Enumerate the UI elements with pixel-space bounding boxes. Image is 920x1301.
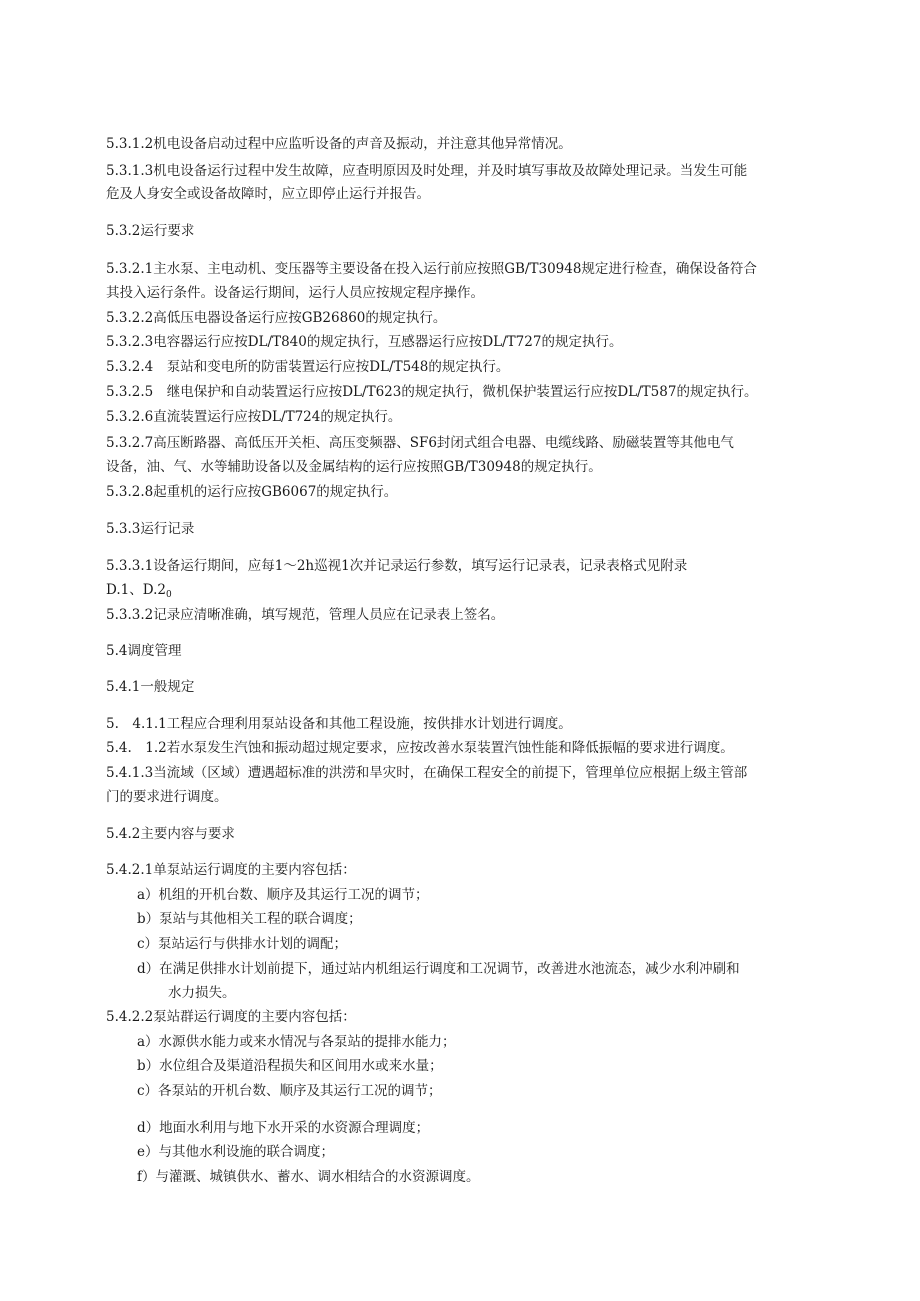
paragraph-5-4-1-2: 5.4. 1.2若水泵发生汽蚀和振动超过规定要求，应按改善水泵装置汽蚀性能和降低振幅的要求进行调度。	[106, 740, 734, 756]
paragraph-5-3-2-2: 5.3.2.2高低压电器设备运行应按GB26860的规定执行。	[106, 310, 447, 326]
paragraph-5-3-2-4: 5.3.2.4 泵站和变电所的防雷装置运行应按DL/T548的规定执行。	[106, 359, 510, 375]
subscript-zero: 0	[165, 590, 172, 600]
list-item-a: a）水源供水能力或来水情况与各泵站的提排水能力；	[137, 1034, 456, 1050]
paragraph-5-4-2-2: 5.4.2.2泵站群运行调度的主要内容包括：	[106, 1009, 356, 1025]
paragraph-5-4-1-3-line2: 门的要求进行调度。	[106, 789, 228, 805]
heading-5-3-3: 5.3.3运行记录	[106, 521, 195, 537]
paragraph-5-3-1-3-line2: 危及人身安全或设备故障时，应立即停止运行并报告。	[106, 186, 430, 202]
paragraph-5-3-2-3: 5.3.2.3电容器运行应按DL/T840的规定执行，互感器运行应按DL/T727的规定执行。	[106, 334, 623, 350]
paragraph-5-3-3-1-line2	[106, 579, 172, 601]
paragraph-5-4-1-3-line1: 5.4.1.3当流域（区域）遭遇超标准的洪涝和旱灾时，在确保工程安全的前提下，管理单位应根据上级主管部	[106, 765, 748, 781]
paragraph-5-3-2-6: 5.3.2.6直流装置运行应按DL/T724的规定执行。	[106, 409, 402, 425]
heading-5-3-2: 5.3.2运行要求	[106, 223, 195, 239]
paragraph-5-3-2-5: 5.3.2.5 继电保护和自动装置运行应按DL/T623的规定执行，微机保护装置运行应按DL/T587的规定执行。	[106, 384, 758, 400]
list-item-b: b）泵站与其他相关工程的联合调度；	[137, 911, 362, 927]
paragraph-5-3-3-1-line1: 5.3.3.1设备运行期间，应每1～2h巡视1次并记录运行参数，填写运行记录表，记录表格式见附录	[106, 558, 688, 574]
appendix-reference: D.1、D.2	[106, 582, 166, 598]
list-item-a: a）机组的开机台数、顺序及其运行工况的调节；	[137, 887, 429, 903]
paragraph-5-3-2-8: 5.3.2.8起重机的运行应按GB6067的规定执行。	[106, 484, 398, 500]
paragraph-5-3-2-7-line2: 设备，油、气、水等辅助设备以及金属结构的运行应按照GB/T30948的规定执行。	[106, 459, 602, 475]
paragraph-5-3-3-2: 5.3.3.2记录应清晰准确，填写规范，管理人员应在记录表上签名。	[106, 607, 505, 623]
paragraph-5-4-1-1: 5. 4.1.1工程应合理利用泵站设备和其他工程设施，按供排水计划进行调度。	[106, 716, 572, 732]
heading-5-4-2: 5.4.2主要内容与要求	[106, 826, 235, 842]
paragraph-5-4-2-1: 5.4.2.1单泵站运行调度的主要内容包括：	[106, 862, 356, 878]
paragraph-5-3-2-1-line1: 5.3.2.1主水泵、主电动机、变压器等主要设备在投入运行前应按照GB/T30948规定进行检查，确保设备符合	[106, 261, 757, 277]
heading-5-4: 5.4调度管理	[106, 643, 182, 659]
paragraph-5-3-2-1-line2: 其投入运行条件。设备运行期间，运行人员应按规定程序操作。	[106, 285, 484, 301]
list-item-d: d）地面水利用与地下水开采的水资源合理调度；	[137, 1120, 430, 1136]
heading-5-4-1: 5.4.1一般规定	[106, 679, 195, 695]
list-item-c: c）泵站运行与供排水计划的调配；	[137, 936, 348, 952]
list-item-d-line2: 水力损失。	[168, 985, 236, 1001]
paragraph-5-3-2-7-line1: 5.3.2.7高压断路器、高低压开关柜、高压变频器、SF6封闭式组合电器、电缆线路、励磁装置等其他电气	[106, 435, 734, 451]
list-item-e: e）与其他水利设施的联合调度；	[137, 1144, 334, 1160]
list-item-b: b）水位组合及渠道沿程损失和区间用水或来水量；	[137, 1058, 443, 1074]
list-item-f: f）与灌溉、城镇供水、蓄水、调水相结合的水资源调度。	[137, 1169, 480, 1185]
list-item-d-line1: d）在满足供排水计划前提下，通过站内机组运行调度和工况调节，改善进水池流态，减少水利冲刷和	[137, 961, 740, 977]
paragraph-5-3-1-3-line1: 5.3.1.3机电设备运行过程中发生故障，应查明原因及时处理，并及时填写事故及故障处理记录。当发生可能	[106, 163, 748, 179]
list-item-c: c）各泵站的开机台数、顺序及其运行工况的调节；	[137, 1083, 442, 1099]
paragraph-5-3-1-2: 5.3.1.2机电设备启动过程中应监听设备的声音及振动，并注意其他异常情况。	[106, 136, 572, 152]
